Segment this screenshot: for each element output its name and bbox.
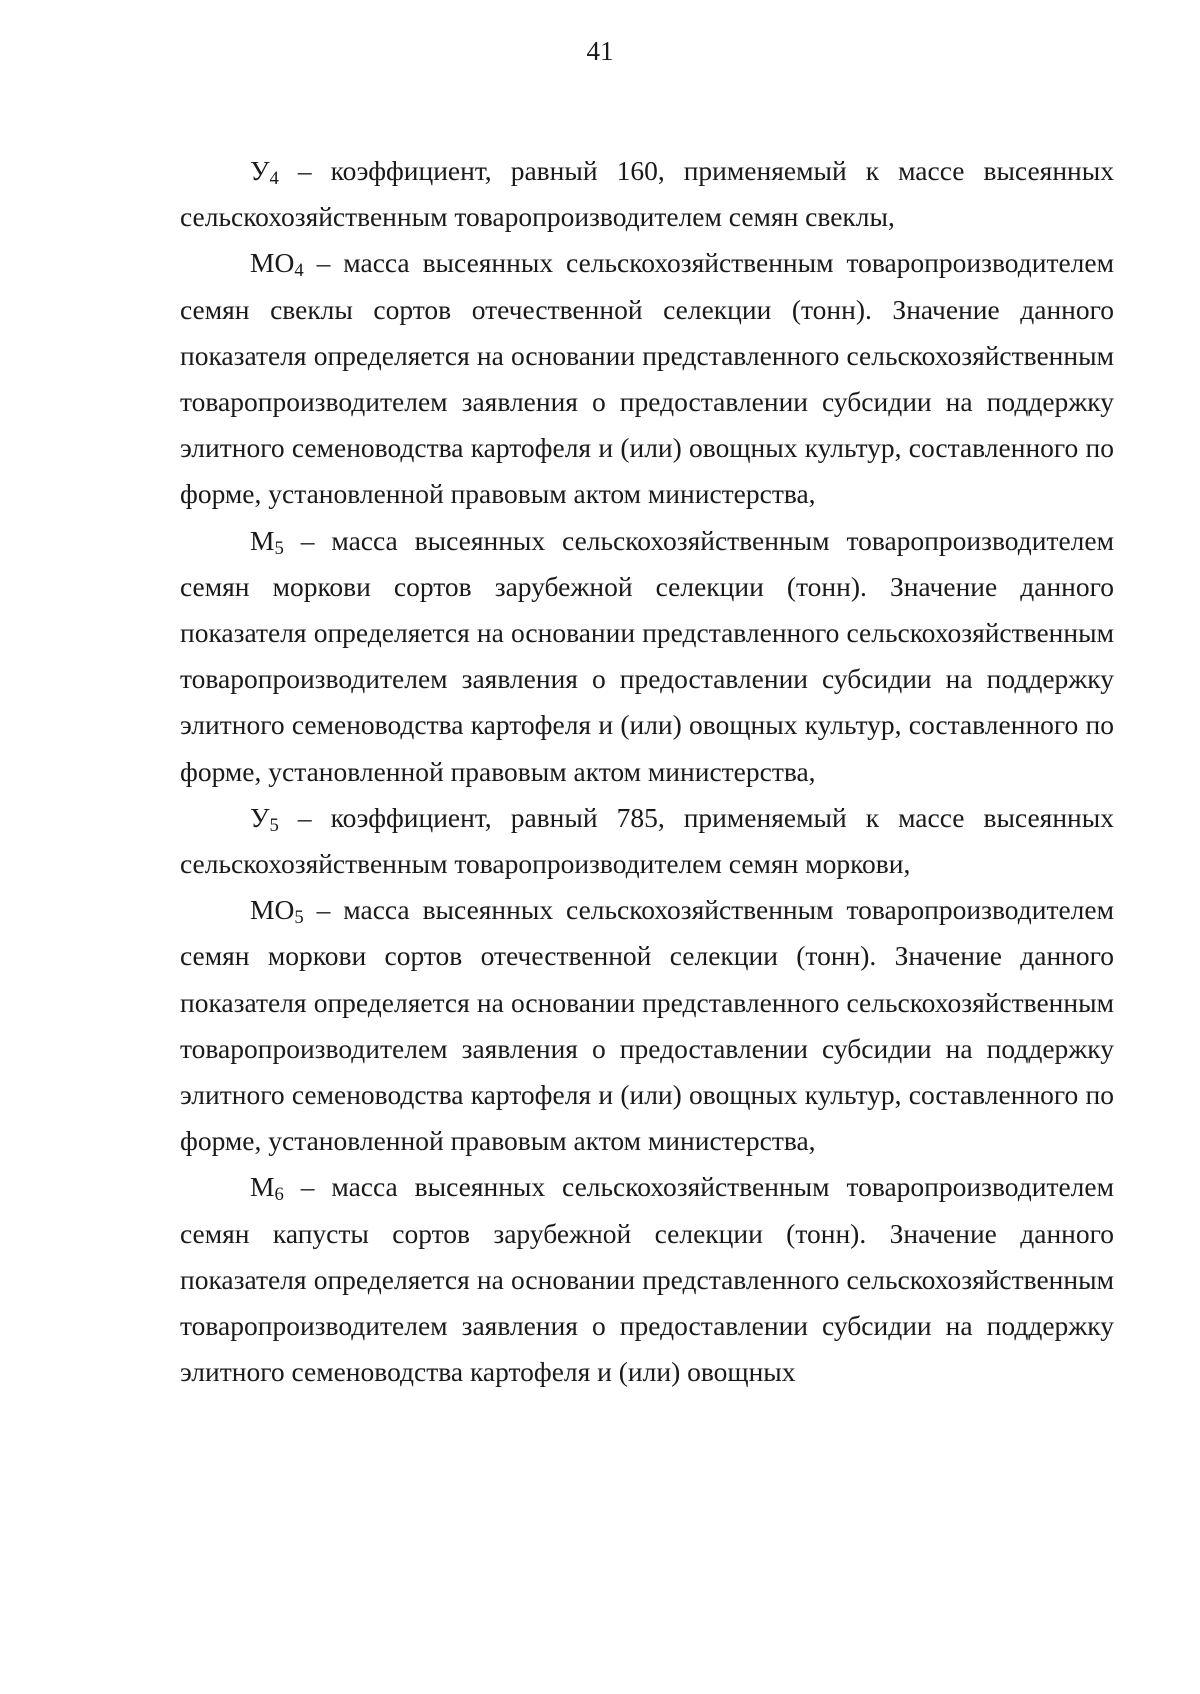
variable-subscript: 4 <box>269 168 279 190</box>
variable-symbol: МО <box>250 894 295 926</box>
document-body <box>180 148 1114 1395</box>
variable-symbol: У <box>250 801 270 833</box>
paragraph-y5 <box>180 795 1114 887</box>
variable-symbol: У <box>250 155 270 186</box>
paragraph-text: – масса высеянных сельскохозяйственным товаропроизводителем семян моркови сортов отечественной селекции (тонн). Значение данного показателя определяется на основании представленного сельскохозяйственным товаропроизводителем заявления о предоставлении субсидии на поддержку элитного семеноводства картофеля и (или) овощных культур, составленного по форме, установленной правовым актом министерства, <box>180 894 1114 1157</box>
variable-symbol: М <box>250 1171 275 1203</box>
variable-symbol: МО <box>250 247 295 279</box>
paragraph-text: – коэффициент, равный 785, применяемый к массе высеянных сельскохозяйственным товаропроизводителем семян моркови, <box>180 801 1114 880</box>
paragraph-m5 <box>180 518 1114 795</box>
paragraph-text: – масса высеянных сельскохозяйственным товаропроизводителем семян капусты сортов зарубежной селекции (тонн). Значение данного показателя определяется на основании представленного сельскохозяйственным товаропроизводителем заявления о предоставлении субсидии на поддержку элитного семеноводства картофеля и (или) овощных <box>180 1171 1114 1388</box>
variable-subscript: 5 <box>269 814 279 836</box>
paragraph-mo4 <box>180 240 1114 517</box>
page-number: 41 <box>586 36 614 66</box>
paragraph-m6 <box>180 1164 1114 1395</box>
paragraph-text: – масса высеянных сельскохозяйственным товаропроизводителем семян моркови сортов зарубежной селекции (тонн). Значение данного показателя определяется на основании представленного сельскохозяйственным товаропроизводителем заявления о предоставлении субсидии на поддержку элитного семеноводства картофеля и (или) овощных культур, составленного по форме, установленной правовым актом министерства, <box>180 524 1114 787</box>
paragraph-y4 <box>180 148 1114 240</box>
variable-subscript: 5 <box>274 537 284 559</box>
variable-symbol: М <box>250 524 275 556</box>
variable-subscript: 6 <box>274 1184 284 1206</box>
variable-subscript: 4 <box>294 260 304 282</box>
variable-subscript: 5 <box>294 907 304 929</box>
paragraph-mo5 <box>180 887 1114 1164</box>
paragraph-text: – масса высеянных сельскохозяйственным товаропроизводителем семян свеклы сортов отечественной селекции (тонн). Значение данного показателя определяется на основании представленного сельскохозяйственным товаропроизводителем заявления о предоставлении субсидии на поддержку элитного семеноводства картофеля и (или) овощных культур, составленного по форме, установленной правовым актом министерства, <box>180 247 1114 510</box>
paragraph-text: – коэффициент, равный 160, применяемый к массе высеянных сельскохозяйственным товаропроизводителем семян свеклы, <box>180 155 1114 233</box>
